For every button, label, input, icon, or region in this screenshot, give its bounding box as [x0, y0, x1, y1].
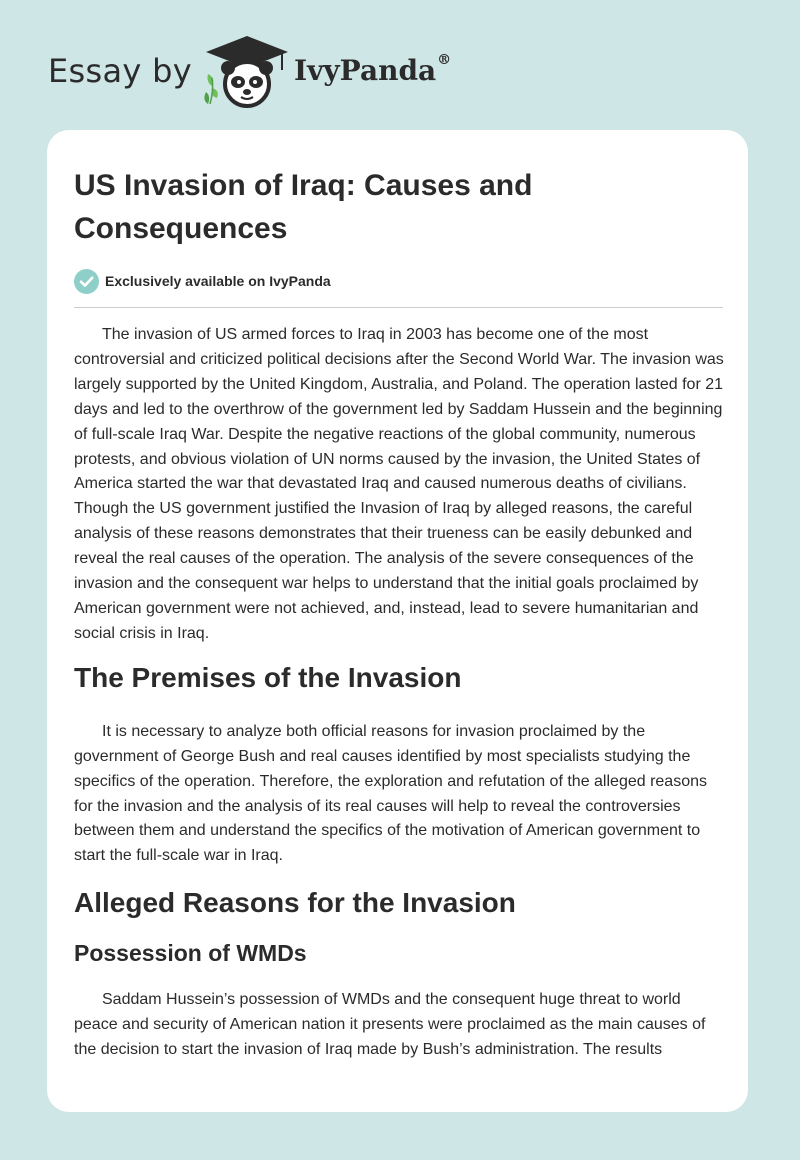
wmds-paragraph: Saddam Hussein’s possession of WMDs and the consequent huge threat to world peace and security of American nation it presents were proclaimed as the main causes of the decision to start the invasion of Iraq made by Bush’s administration. The results [74, 991, 706, 1059]
essay-card [47, 130, 748, 1112]
essay-content [74, 130, 724, 1063]
ivypanda-logo-icon[interactable] [202, 34, 292, 110]
exclusive-badge [74, 268, 724, 294]
essay-title: US Invasion of Iraq: Causes and Consequences [74, 169, 533, 245]
premises-paragraph: It is necessary to analyze both official reasons for invasion proclaimed by the government of George Bush and real causes identified by most specialists studying the specifics of the operation. Therefore, the exploration and refutation of the alleged reasons for the invasion and the analysis of its real causes will help to reveal the controversies between them and understand the specifics of the motivation of American government to start the full-scale war in Iraq. [74, 722, 707, 865]
brand-name[interactable] [294, 54, 451, 87]
exclusive-label: Exclusively available on IvyPanda [105, 273, 331, 289]
essay-by-label: Essay by [48, 52, 192, 90]
brand-name-text: IvyPanda [294, 54, 437, 87]
site-header [48, 34, 468, 114]
section-heading-premises: The Premises of the Invasion [74, 661, 462, 693]
title-divider [74, 307, 723, 308]
registered-mark: ® [437, 52, 452, 68]
section-heading-alleged-reasons: Alleged Reasons for the Invasion [74, 887, 516, 919]
check-circle-icon [74, 269, 99, 294]
intro-paragraph: The invasion of US armed forces to Iraq in 2003 has become one of the most controversial and criticized political decisions after the Second World War. The invasion was largely supported by the United Kingdom, Australia, and Poland. The operation lasted for 21 days and led to the overthrow of the government led by Saddam Hussein and the beginning of full-scale Iraq War. Despite the negative reactions of the global community, numerous protests, and obvious violation of UN norms caused by the invasion, the United States of America started the war that devastated Iraq and caused numerous deaths of civilians. Though the US government justified the Invasion of Iraq by alleged reasons, the careful analysis of these reasons demonstrates that their trueness can be easily debunked and reveal the real causes of the operation. The analysis of the severe consequences of the invasion and the consequent war helps to understand that the initial goals proclaimed by American government were not achieved, and, instead, lead to severe humanitarian and social crisis in Iraq. [74, 326, 724, 642]
subsection-heading-wmds: Possession of WMDs [74, 940, 307, 967]
